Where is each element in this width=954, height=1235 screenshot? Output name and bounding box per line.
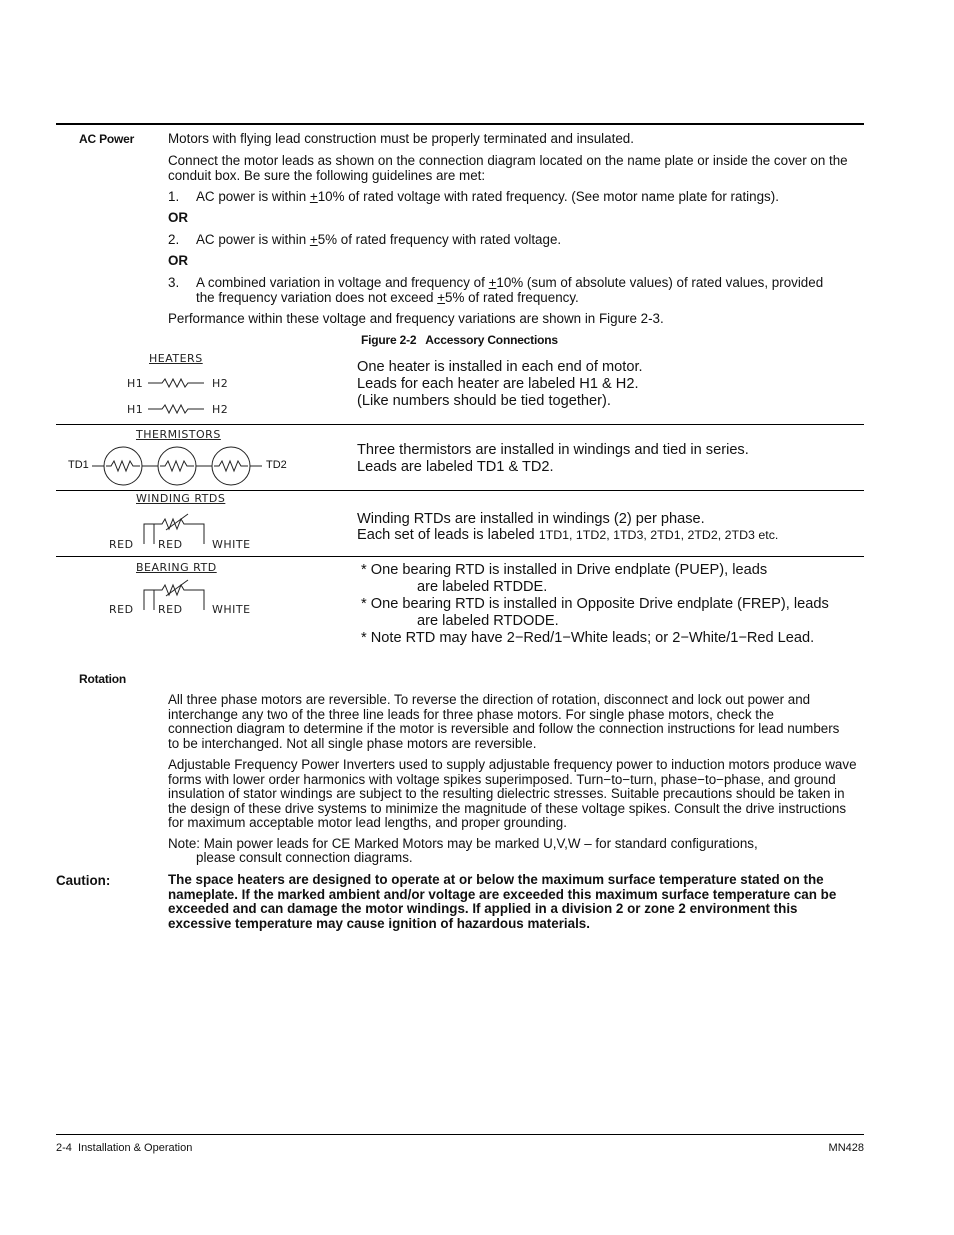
ac-power-paragraph-1: Motors with flying lead construction must be properly terminated and insulated. (168, 131, 634, 146)
caution-text: The space heaters are designed to operate at or below the maximum surface temperature stated on the nameplate. If the marked ambient and/or voltage are exceeded this maximum surface temperature can be exceeded and can damage the motor windings. If applied in a division 2 or zone 2 environment this excessive temperature may cause ignition of hazardous materials. (168, 872, 837, 931)
thermistor-series-symbols (92, 446, 262, 486)
item-3-text: A combined variation in voltage and frequency of +10% (sum of absolute values) of rated values, provided the frequency variation does not exceed +5% of rated frequency. (196, 275, 824, 305)
winding-rtds-title: WINDING RTDS (136, 492, 226, 505)
footer-section-label: 2-4 Installation & Operation (56, 1142, 193, 1154)
top-rule (56, 123, 864, 125)
item-1-text: AC power is within +10% of rated voltage with rated frequency. (See motor name plate for ratings). (196, 189, 779, 204)
or-label-2: OR (168, 253, 189, 268)
caution-label: Caution: (56, 873, 111, 888)
bearing-rtd-white-label: WHITE (212, 603, 251, 616)
heaters-description-line-2: Leads for each heater are labeled H1 & H2. (357, 376, 639, 392)
rotation-paragraph-1: All three phase motors are reversible. To reverse the direction of rotation, disconnect and lock out power and interchange any two of the three line leads for three phase motors. For single phase motors, check the connection diagram to determine if the motor is reversible and follow the connection instructions for lead numbers to be interchanged. Not all single phase motors are reversible. (168, 692, 840, 751)
bearing-rtd-note-3: * Note RTD may have 2−Red/1−White leads; or 2−White/1−Red Lead. (361, 630, 815, 646)
footer-rule (56, 1134, 864, 1135)
thermistors-description-line-2: Leads are labeled TD1 & TD2. (357, 459, 554, 475)
bearing-rtd-note-1a: * One bearing RTD is installed in Drive endplate (PUEP), leads (361, 562, 768, 578)
bearing-rtd-note-1b: are labeled RTDDE. (417, 579, 548, 595)
bearing-rtd-red-label-2: RED (158, 603, 183, 616)
item-1-number: 1. (168, 189, 180, 204)
footer-document-number: MN428 (828, 1142, 864, 1154)
heater-resistor-symbols (148, 376, 208, 416)
figure-divider-1 (56, 424, 864, 425)
rotation-note-line-1: Note: Main power leads for CE Marked Motors may be marked U,V,W – for standard configurations, (168, 836, 758, 851)
heater-2-h1-label: H1 (127, 403, 144, 416)
bearing-rtd-red-label-1: RED (109, 603, 134, 616)
bearing-rtd-title: BEARING RTD (136, 561, 217, 574)
item-2-text: AC power is within +5% of rated frequency with rated voltage. (196, 232, 562, 247)
thermistors-description-line-1: Three thermistors are installed in windings and tied in series. (357, 442, 749, 458)
heater-1-h1-label: H1 (127, 377, 144, 390)
winding-rtds-description-line-1: Winding RTDs are installed in windings (2) per phase. (357, 511, 705, 527)
or-label-1: OR (168, 210, 189, 225)
rotation-paragraph-2: Adjustable Frequency Power Inverters used to supply adjustable frequency power to induction motors produce wave forms with lower order harmonics with voltage spikes superimposed. Turn−to−turn, phase−to−phase, and ground insulation of stator windings are subject to the resulting dielectric stresses. Suitable precautions should be taken in the design of these drive systems to minimize the magnitude of these voltage spikes. Consult the drive instructions for maximum acceptable motor lead lengths, and proper grounding. (168, 757, 857, 831)
rotation-note-line-2: please consult connection diagrams. (196, 850, 413, 865)
figure-divider-2 (56, 490, 864, 491)
ac-power-heading: AC Power (79, 132, 135, 146)
bearing-rtd-note-2b: are labeled RTDODE. (417, 613, 559, 629)
item-3-number: 3. (168, 275, 180, 290)
ac-power-paragraph-2: Connect the motor leads as shown on the connection diagram located on the name plate or inside the cover on the conduit box. Be sure the following guidelines are met: (168, 153, 848, 183)
heater-1-h2-label: H2 (212, 377, 229, 390)
rotation-heading: Rotation (79, 672, 127, 686)
winding-rtds-description-line-2: Each set of leads is labeled 1TD1, 1TD2, 1TD3, 2TD1, 2TD2, 2TD3 etc. (357, 527, 779, 543)
thermistors-title: THERMISTORS (136, 428, 221, 441)
winding-rtd-red-label-2: RED (158, 538, 183, 551)
heaters-title: HEATERS (149, 352, 203, 365)
td1-label: TD1 (68, 459, 89, 471)
winding-rtd-red-label-1: RED (109, 538, 134, 551)
figure-caption: Figure 2-2 Accessory Connections (361, 333, 558, 347)
td2-label: TD2 (266, 459, 287, 471)
heaters-description-line-1: One heater is installed in each end of motor. (357, 359, 643, 375)
heaters-description-line-3: (Like numbers should be tied together). (357, 393, 611, 409)
heater-2-h2-label: H2 (212, 403, 229, 416)
bearing-rtd-note-2a: * One bearing RTD is installed in Opposite Drive endplate (FREP), leads (361, 596, 829, 612)
winding-rtd-white-label: WHITE (212, 538, 251, 551)
ac-power-paragraph-3: Performance within these voltage and frequency variations are shown in Figure 2-3. (168, 311, 664, 326)
item-2-number: 2. (168, 232, 180, 247)
figure-divider-3 (56, 556, 864, 557)
